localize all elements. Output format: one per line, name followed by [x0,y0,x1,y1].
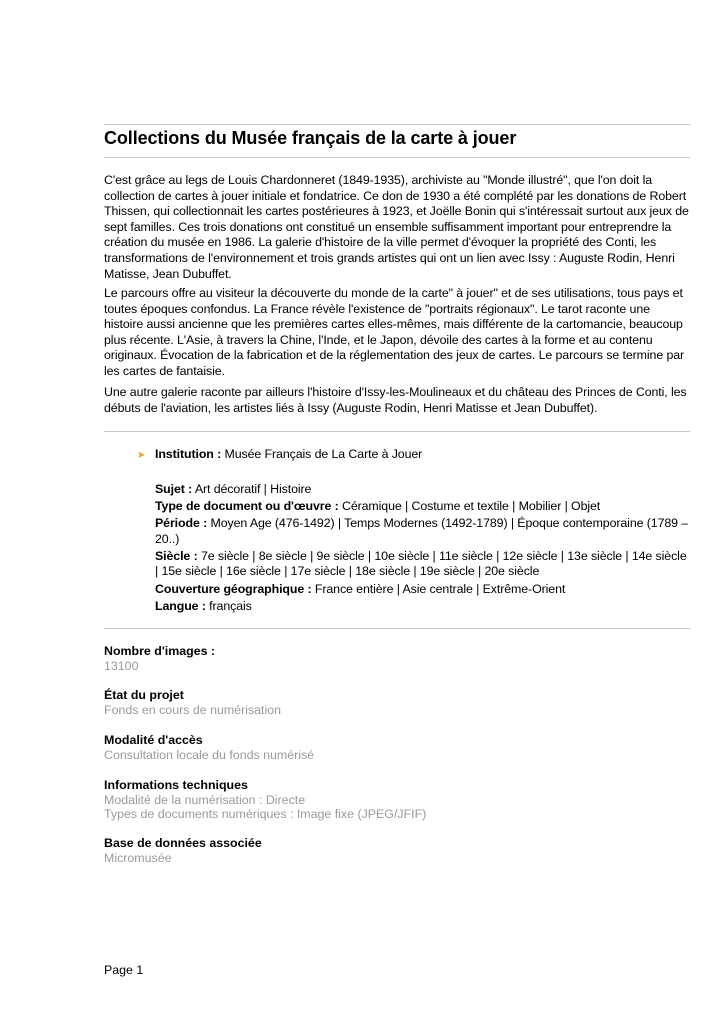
info-value: Consultation locale du fonds numérisé [104,747,315,762]
meta-langue [155,599,690,615]
meta-type [155,499,690,515]
info-value: Micromusée [104,850,172,865]
meta-label: Sujet : [155,482,193,496]
meta-value: Moyen Age (476-1492) | Temps Modernes (1492-1789) | Époque contemporaine (1789 –20..) [155,516,689,546]
page-title: Collections du Musée français de la carte à jouer [104,128,517,148]
info-label: Modalité d'accès [104,733,203,747]
meta-sujet [155,482,690,498]
institution-row [155,447,690,463]
info-label: Nombre d'images : [104,644,216,658]
paragraph-history: C'est grâce au legs de Louis Chardonneret (1849-1935), archiviste au "Monde illustré", que l'on doit la collection de cartes à jouer initiale et fondatrice. Ce don de 1930 a été complété par les donations de Robert Thissen, qui collectionnait les cartes postérieures à 1923, et Joëlle Bonin qui s'intéressait surtout aux jeux de sept familles. Ces trois donations ont constitué un ensemble suffisamment important pour entreprendre la création du musée en 1986. La galerie d'histoire de la ville permet d'évoquer la propriété des Conti, les transformations de l'environnement et trois grands artistes qui ont un lien avec Issy : Auguste Rodin, Henri Matisse, Jean Dubuffet. [104,173,689,281]
meta-label: Période : [155,516,208,531]
meta-label: Langue : [155,598,206,613]
section-rule [104,431,690,432]
info-label: État du projet [104,688,184,702]
info-value: 13100 [104,658,139,673]
meta-label: Siècle : [155,548,198,563]
paragraph-galerie: Une autre galerie raconte par ailleurs l'histoire d'Issy-les-Moulineaux et du château des Princes de Conti, les débuts de l'aviation, les artistes liés à Issy (Auguste Rodin, Henri Matisse et Jean Dubuffet). [104,385,687,415]
institution-label: Institution : [155,447,222,461]
paragraph-parcours: Le parcours offre au visiteur la découverte du monde de la carte" à jouer" et de ses utilisations, tous pays et toutes époques confondus. La France révèle l'existence de "portraits régionaux". Le tarot raconte une histoire aussi ancienne que les premières cartes elles-mêmes, mais différente de la cartomancie, beaucoup plus récente. L'Asie, à travers la Chine, l'Inde, et le Japon, dévoile des cartes à la forme et au contenu originaux. Évocation de la fabrication et de la réglementation des jeux de cartes. Le parcours se termine par les cartes de fantaisie. [104,286,685,378]
institution-value: Musée Français de La Carte à Jouer [224,447,423,461]
info-acces [104,733,690,762]
meta-value: 7e siècle | 8e siècle | 9e siècle | 10e siècle | 11e siècle | 12e siècle | 13e siècle | 14e siècle | 15e siècle | 16e siècle | 17e siècle | 18e siècle | 19e siècle | 20e siècle [155,548,687,579]
meta-label: Couverture géographique : [155,581,312,596]
info-value: Types de documents numériques : Image fixe (JPEG/JFIF) [104,807,427,821]
info-etat [104,688,690,717]
top-rule [104,124,690,125]
arrow-right-icon: ➤ [137,450,146,461]
meta-value: Art décoratif | Histoire [194,482,312,496]
info-label: Informations techniques [104,778,248,792]
info-rule [104,628,690,629]
meta-value: français [209,598,252,613]
meta-value: Céramique | Costume et textile | Mobilier | Objet [341,499,601,514]
info-base [104,836,690,865]
info-value: Modalité de la numérisation : Directe [104,792,306,807]
info-tech [104,778,690,822]
info-label: Base de données associée [104,836,262,850]
metadata-list [155,482,690,614]
meta-value: France entière | Asie centrale | Extrême-Orient [314,581,566,596]
meta-label: Type de document ou d'œuvre : [155,499,339,514]
info-value: Fonds en cours de numérisation [104,702,282,717]
meta-periode [155,516,690,547]
title-rule [104,157,690,158]
page-number: Page 1 [104,963,144,977]
info-images [104,644,690,673]
meta-couverture [155,582,690,598]
meta-siecle [155,549,690,580]
